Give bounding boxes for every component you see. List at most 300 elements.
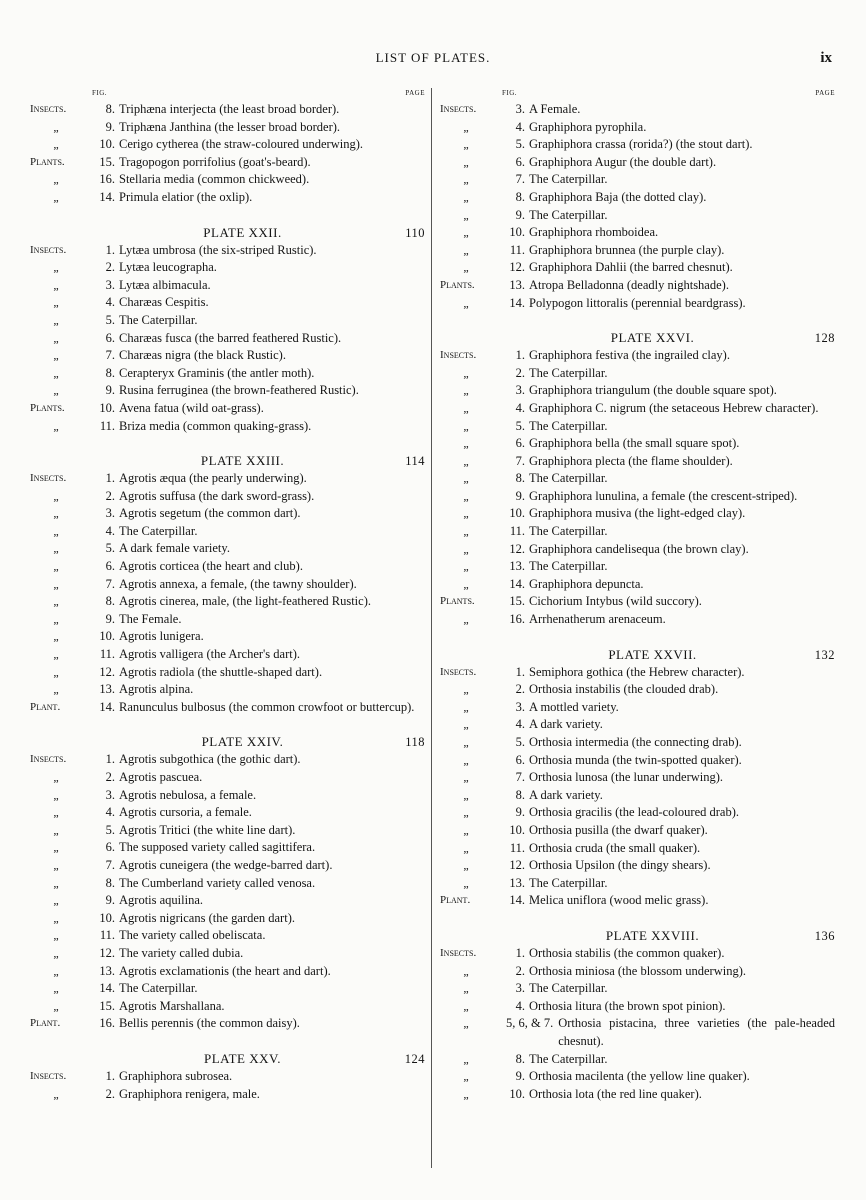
plate-entry [440, 400, 835, 418]
entry-text: Ranunculus bulbosus (the common crowfoot or buttercup). [119, 699, 415, 714]
figure-number: 8. [105, 875, 115, 890]
figure-number: 9. [105, 893, 115, 908]
plate-entry [30, 751, 425, 769]
figure-number: 9. [105, 611, 115, 626]
figure-number: 9. [515, 1069, 525, 1084]
entry-text: Lytæa albimacula. [119, 277, 211, 292]
figure-number: 5. [515, 418, 525, 433]
entry-category: „ [463, 207, 469, 222]
plate-entry [440, 1068, 835, 1086]
plate-entry [440, 418, 835, 436]
plate-entry [30, 998, 425, 1016]
plate-page-number: 136 [814, 928, 835, 943]
plate-entry [30, 523, 425, 541]
plate-entry [30, 154, 425, 172]
entry-category: „ [53, 682, 59, 697]
plate-entry [30, 1086, 425, 1104]
figure-number: 11. [99, 647, 115, 662]
plate-entry [30, 540, 425, 558]
entry-category: „ [463, 418, 469, 433]
entry-category: „ [463, 998, 469, 1013]
figure-number: 2. [105, 1086, 115, 1101]
page-number: ix [820, 50, 832, 66]
entry-text: Orthosia Upsilon (the dingy shears). [529, 858, 711, 873]
plate-title: PLATE XXVII. [608, 646, 697, 662]
plate-entry [30, 330, 425, 348]
figure-number: 8. [105, 365, 115, 380]
column-header [440, 87, 835, 101]
figure-number: 2. [515, 365, 525, 380]
figure-number: 3. [105, 277, 115, 292]
plate-entry [30, 1068, 425, 1086]
entry-text: Graphiphora subrosea. [119, 1068, 233, 1083]
plate-entry [440, 769, 835, 787]
entry-category: Plants. [30, 401, 65, 414]
entry-category: „ [53, 559, 59, 574]
left-column [30, 87, 425, 1103]
entry-category: „ [463, 875, 469, 890]
plate-entry [30, 822, 425, 840]
entry-text: Bellis perennis (the common daisy). [119, 1016, 300, 1031]
plate-entry [30, 400, 425, 418]
entry-text: Agrotis lunigera. [119, 629, 204, 644]
entry-category: „ [463, 576, 469, 591]
entry-text: Agrotis suffusa (the dark sword-grass). [119, 488, 315, 503]
entry-text: The Caterpillar. [119, 523, 198, 538]
entry-text: The Caterpillar. [529, 981, 608, 996]
entry-category: „ [53, 260, 59, 275]
plate-entry [440, 787, 835, 805]
entry-category: „ [53, 189, 59, 204]
entry-category: „ [463, 752, 469, 767]
entry-text: Graphiphora plecta (the flame shoulder). [529, 453, 733, 468]
entry-text: Charæas Cespitis. [119, 295, 209, 310]
entry-text: The Female. [119, 611, 182, 626]
entry-text: Agrotis subgothica (the gothic dart). [119, 752, 301, 767]
plate-entry [30, 910, 425, 928]
entry-category: „ [53, 541, 59, 556]
figure-number: 14. [99, 699, 115, 714]
entry-category: Plant. [30, 700, 61, 713]
entry-text: Graphiphora musiva (the light-edged clay). [529, 506, 746, 521]
figure-number: 3. [105, 506, 115, 521]
plate-entry [440, 347, 835, 365]
entry-text: Rusina ferruginea (the brown-feathered Rustic). [119, 383, 359, 398]
entry-text: The Caterpillar. [529, 1051, 608, 1066]
entry-category: „ [53, 840, 59, 855]
figure-number: 12. [99, 664, 115, 679]
entry-text: Graphiphora triangulum (the double square spot). [529, 383, 777, 398]
entry-category: Insects. [30, 243, 67, 256]
plate-entry [440, 259, 835, 277]
figure-number: 10. [99, 400, 115, 415]
entry-category: Plant. [440, 894, 471, 907]
plate-page-number: 118 [405, 735, 425, 750]
plate-entry [440, 892, 835, 910]
entry-category: „ [463, 735, 469, 749]
plate-entry [440, 242, 835, 260]
column-divider [431, 88, 432, 1168]
entry-text: A Female. [529, 102, 581, 116]
entry-text: Graphiphora candelisequa (the brown clay). [529, 541, 749, 556]
figure-number: 11. [509, 242, 525, 257]
figure-number: 6. [515, 436, 525, 451]
plate-entry [30, 611, 425, 629]
plate-entry [30, 119, 425, 137]
entry-category: „ [463, 524, 469, 539]
entry-category: „ [463, 1086, 469, 1101]
plate-entry [440, 681, 835, 699]
plate-entry [30, 189, 425, 207]
entry-text: Orthosia cruda (the small quaker). [529, 840, 701, 855]
figure-number: 4. [105, 295, 115, 310]
figure-number: 10. [509, 822, 525, 837]
plate-entry [440, 611, 835, 629]
plate-page-number: 132 [814, 647, 835, 662]
entry-category: „ [463, 822, 469, 837]
entry-category: Insects. [30, 472, 67, 485]
figure-number: 15. [509, 594, 525, 609]
plate-page-number: 114 [405, 454, 425, 469]
entry-text: The variety called dubia. [119, 945, 244, 960]
figure-number: 7. [105, 857, 115, 872]
entry-text: Graphiphora festiva (the ingrailed clay). [529, 348, 730, 363]
plate-entry [440, 840, 835, 858]
entry-category: „ [53, 523, 59, 538]
entry-text: Agrotis cuneigera (the wedge-barred dart). [119, 857, 333, 872]
figure-number: 12. [509, 858, 525, 873]
plate-entry [440, 136, 835, 154]
entry-text: Orthosia pistacina, three varieties (the pale-headed chesnut). [558, 1016, 835, 1048]
plate-entry [30, 963, 425, 981]
figure-number: 4. [515, 717, 525, 732]
entry-category: „ [463, 717, 469, 732]
entry-category: „ [463, 488, 469, 503]
figure-number: 12. [509, 260, 525, 275]
entry-category: „ [53, 629, 59, 644]
figure-number: 15. [99, 998, 115, 1013]
plate-entry [30, 505, 425, 523]
entry-text: Polypogon littoralis (perennial beardgrass). [529, 295, 746, 310]
figure-number: 7. [515, 770, 525, 785]
plate-entry [440, 804, 835, 822]
figure-number: 1. [105, 752, 115, 767]
entry-text: Agrotis exclamationis (the heart and dart). [119, 963, 331, 978]
entry-category: „ [463, 154, 469, 169]
figure-number: 8. [105, 102, 115, 116]
entry-category: „ [463, 858, 469, 873]
figure-number: 5. [105, 822, 115, 837]
entry-category: Plants. [440, 278, 475, 291]
entry-text: Cichorium Intybus (wild succory). [529, 594, 702, 609]
plate-entry [30, 875, 425, 893]
entry-category: Insects. [440, 665, 477, 678]
figure-number: 1. [515, 664, 525, 679]
entry-category: „ [53, 506, 59, 521]
entry-category: „ [463, 1069, 469, 1084]
left-column-body [30, 101, 425, 1103]
figure-number: 8. [515, 1051, 525, 1066]
entry-text: Graphiphora renigera, male. [119, 1086, 260, 1101]
figure-number: 1. [105, 242, 115, 257]
figure-number: 1. [515, 945, 525, 960]
entry-category: „ [463, 383, 469, 398]
entry-text: A dark variety. [529, 717, 603, 732]
entry-category: „ [53, 488, 59, 503]
plate-entry [30, 294, 425, 312]
entry-category: Insects. [30, 753, 67, 766]
entry-category: „ [463, 787, 469, 802]
entry-text: Triphæna Janthina (the lesser broad border). [119, 119, 341, 134]
entry-text: Cerigo cytherea (the straw-coloured underwing). [119, 137, 364, 152]
plate-entry [30, 347, 425, 365]
entry-text: The Caterpillar. [529, 559, 608, 574]
entry-category: „ [53, 295, 59, 310]
figure-number: 16. [99, 1016, 115, 1031]
figure-number: 10. [509, 1086, 525, 1101]
entry-category: „ [463, 365, 469, 380]
figure-number: 6. [105, 840, 115, 855]
plate-title: PLATE XXVI. [610, 330, 695, 346]
plate-entry [30, 418, 425, 436]
plate-entry [440, 277, 835, 295]
plate-title: PLATE XXII. [203, 224, 282, 240]
entry-text: Lytæa leucographa. [119, 260, 217, 275]
figure-number: 13. [99, 682, 115, 697]
plate-entry [30, 558, 425, 576]
plate-entry [440, 523, 835, 541]
plate-entry [30, 259, 425, 277]
entry-category: „ [53, 312, 59, 327]
figure-number: 14. [509, 576, 525, 591]
entry-category: „ [53, 172, 59, 187]
running-title: LIST OF PLATES. [375, 50, 491, 65]
entry-text: A dark female variety. [119, 541, 230, 556]
entry-category: Insects. [440, 946, 477, 959]
entry-category: „ [53, 981, 59, 996]
entry-text: Orthosia macilenta (the yellow line quaker). [529, 1069, 750, 1084]
plate-entry [30, 470, 425, 488]
right-column-body [440, 101, 835, 1103]
entry-category: „ [463, 963, 469, 978]
entry-category: Insects. [30, 1069, 67, 1082]
entry-category: „ [53, 576, 59, 591]
entry-category: „ [463, 225, 469, 240]
plate-entry [30, 242, 425, 260]
entry-text: Graphiphora pyrophila. [529, 119, 647, 134]
entry-text: Orthosia lunosa (the lunar underwing). [529, 770, 724, 785]
entry-category: „ [53, 594, 59, 609]
figure-number: 2. [105, 488, 115, 503]
figure-number: 4. [515, 400, 525, 415]
plate-entry [440, 576, 835, 594]
entry-text: The Cumberland variety called venosa. [119, 875, 316, 890]
entry-text: Graphiphora Baja (the dotted clay). [529, 189, 707, 204]
entry-text: Graphiphora brunnea (the purple clay). [529, 242, 725, 257]
figure-number: 15. [99, 154, 115, 169]
entry-text: Cerapteryx Graminis (the antler moth). [119, 365, 315, 380]
entry-category: „ [463, 682, 469, 697]
entry-category: Insects. [440, 349, 477, 362]
entry-category: „ [53, 770, 59, 784]
entry-category: Plant. [30, 1017, 61, 1030]
plate-heading [440, 646, 835, 664]
plate-entry [440, 295, 835, 313]
plate-entry [440, 435, 835, 453]
plate-entry [30, 664, 425, 682]
figure-number: 11. [509, 524, 525, 539]
entry-category: „ [53, 875, 59, 890]
figure-number: 2. [515, 963, 525, 978]
entry-category: „ [463, 1051, 469, 1066]
entry-category: „ [53, 365, 59, 380]
entry-category: „ [463, 1016, 469, 1031]
figure-number: 9. [105, 383, 115, 398]
figure-number: 13. [509, 559, 525, 574]
entry-category: „ [53, 418, 59, 433]
figure-number: 14. [509, 295, 525, 310]
entry-text: Graphiphora rhomboidea. [529, 225, 659, 240]
entry-text: Charæas nigra (the black Rustic). [119, 348, 286, 363]
page-column-label: PAGE [815, 89, 835, 97]
figure-number: 7. [515, 172, 525, 187]
entry-category: „ [463, 453, 469, 468]
figure-number: 7. [105, 576, 115, 591]
entry-text: Agrotis æqua (the pearly underwing). [119, 471, 307, 486]
plate-entry [30, 699, 425, 717]
figure-number: 8. [515, 787, 525, 802]
figure-number: 3. [515, 383, 525, 398]
entry-text: Graphiphora Dahlii (the barred chesnut). [529, 260, 733, 275]
entry-text: Tragopogon porrifolius (goat's-beard). [119, 154, 311, 169]
plate-entry [30, 681, 425, 699]
page-column-label: PAGE [405, 89, 425, 97]
plate-entry [440, 365, 835, 383]
plate-entry [30, 593, 425, 611]
figure-number: 13. [509, 875, 525, 890]
entry-text: Agrotis corticea (the heart and club). [119, 559, 303, 574]
entry-text: Graphiphora C. nigrum (the setaceous Hebrew character). [529, 400, 819, 415]
entry-text: Orthosia intermedia (the connecting drab). [529, 735, 742, 749]
plate-entry [440, 822, 835, 840]
figure-number: 5. [515, 735, 525, 749]
figure-number: 14. [99, 189, 115, 204]
figure-number: 16. [509, 612, 525, 627]
plate-entry [30, 277, 425, 295]
plate-entry [440, 875, 835, 893]
entry-category: „ [53, 348, 59, 363]
figure-number: 16. [99, 172, 115, 187]
plate-entry [440, 664, 835, 682]
plate-page-number: 110 [405, 225, 425, 240]
entry-category: „ [463, 805, 469, 820]
entry-text: Triphæna interjecta (the least broad border). [119, 102, 340, 116]
entry-category: „ [463, 840, 469, 855]
plate-entry [440, 171, 835, 189]
plate-entry [30, 980, 425, 998]
entry-category: „ [53, 277, 59, 292]
entry-text: Agrotis pascuea. [119, 770, 203, 784]
figure-number: 5, 6, & 7. [506, 1016, 554, 1031]
plate-entry [440, 998, 835, 1016]
plate-entry [440, 382, 835, 400]
plate-entry [30, 1015, 425, 1033]
plate-entry [440, 980, 835, 998]
entry-text: The Caterpillar. [529, 418, 608, 433]
entry-text: A mottled variety. [529, 699, 619, 714]
entry-text: Agrotis alpina. [119, 682, 194, 697]
entry-category: „ [53, 910, 59, 925]
entry-category: „ [463, 541, 469, 556]
entry-text: Orthosia litura (the brown spot pinion). [529, 998, 726, 1013]
plate-entry [440, 505, 835, 523]
figure-number: 8. [515, 471, 525, 486]
entry-category: „ [53, 647, 59, 662]
entry-text: The Caterpillar. [529, 875, 608, 890]
figure-number: 3. [105, 787, 115, 802]
figure-number: 7. [105, 348, 115, 363]
plate-entry [440, 119, 835, 137]
entry-text: Semiphora gothica (the Hebrew character). [529, 664, 745, 679]
entry-category: „ [463, 189, 469, 204]
entry-category: „ [463, 699, 469, 714]
plate-title: PLATE XXV. [204, 1050, 281, 1066]
column-header [30, 87, 425, 101]
plate-entry [440, 734, 835, 752]
figure-number: 4. [515, 119, 525, 134]
figure-number: 5. [105, 312, 115, 327]
entry-category: „ [463, 981, 469, 996]
plate-entry [30, 646, 425, 664]
figure-number: 2. [515, 682, 525, 697]
entry-text: Agrotis annexa, a female, (the tawny shoulder). [119, 576, 357, 591]
entry-text: Agrotis Marshallana. [119, 998, 225, 1013]
entry-text: Graphiphora depuncta. [529, 576, 644, 591]
entry-category: „ [463, 242, 469, 257]
plate-entry [440, 558, 835, 576]
entry-text: The Caterpillar. [529, 172, 608, 187]
entry-category: „ [53, 787, 59, 802]
figure-number: 10. [99, 629, 115, 644]
plate-entry [30, 804, 425, 822]
entry-text: Graphiphora lunulina, a female (the crescent-striped). [529, 488, 798, 503]
plate-entry [440, 189, 835, 207]
entry-text: Orthosia lota (the red line quaker). [529, 1086, 702, 1101]
figure-number: 4. [105, 805, 115, 820]
plate-entry [30, 787, 425, 805]
entry-text: Graphiphora crassa (rorida?) (the stout dart). [529, 137, 753, 152]
plate-entry [30, 892, 425, 910]
entry-text: Agrotis aquilina. [119, 893, 204, 908]
fig-column-label: FIG. [92, 89, 108, 97]
entry-text: The Caterpillar. [119, 312, 198, 327]
plate-entry [30, 136, 425, 154]
figure-number: 10. [509, 225, 525, 240]
plate-entry [30, 628, 425, 646]
entry-category: „ [463, 506, 469, 521]
plate-entry [440, 716, 835, 734]
plate-entry [440, 541, 835, 559]
entry-category: „ [53, 963, 59, 978]
figure-number: 3. [515, 981, 525, 996]
entry-category: „ [463, 471, 469, 486]
entry-text: The Caterpillar. [529, 207, 608, 222]
plate-entry [30, 101, 425, 119]
entry-text: Arrhenatherum arenaceum. [529, 612, 666, 627]
entry-category: „ [53, 857, 59, 872]
figure-number: 1. [105, 1068, 115, 1083]
plate-heading [440, 329, 835, 347]
